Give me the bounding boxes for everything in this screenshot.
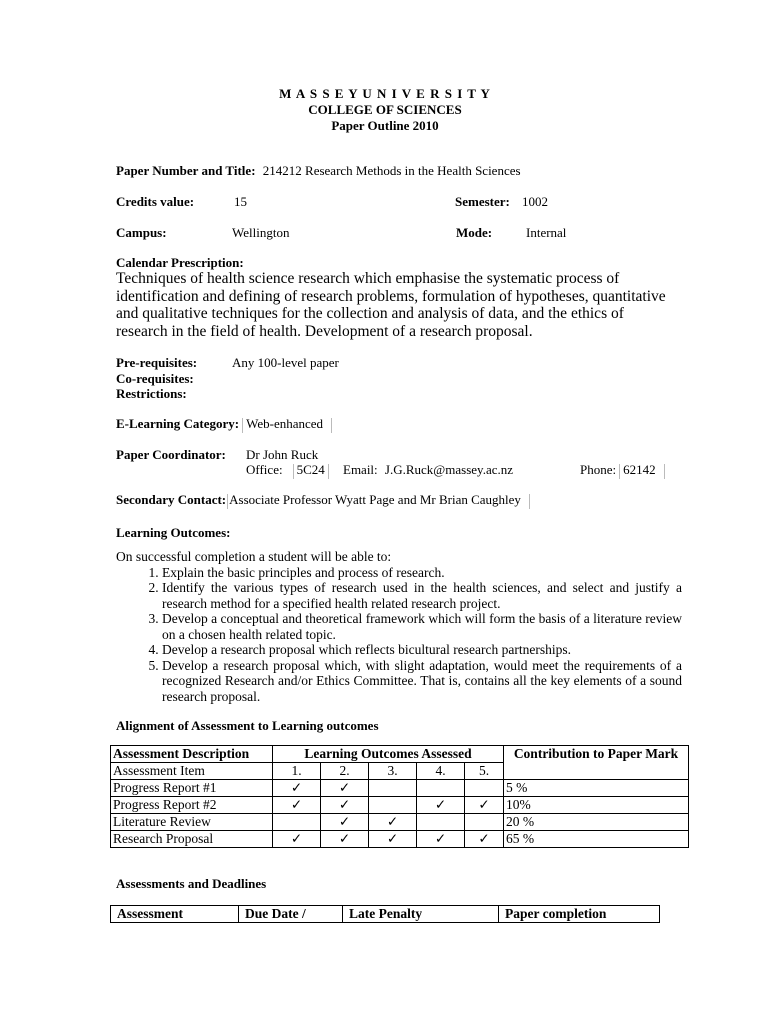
university-name: M A S S E Y U N I V E R S I T Y <box>279 86 491 101</box>
field-marker <box>331 418 332 433</box>
table-row <box>111 814 689 831</box>
table-header-row <box>111 906 660 923</box>
calendar-prescription-label: Calendar Prescription: <box>116 255 244 270</box>
check-cell: ✓ <box>465 797 504 814</box>
check-cell: ✓ <box>321 797 369 814</box>
learning-outcomes-intro: On successful completion a student will be able to: <box>116 549 392 564</box>
learning-outcome-item: 5. Develop a research proposal which, with slight adaptation, would meet the requirements of a recognized Research and/or Ethics Committee. That is, contains all the key elements of a sound research proposal. <box>162 658 682 705</box>
secondary-contact-row <box>116 492 533 509</box>
col-assessment-description: Assessment Description <box>111 746 273 763</box>
semester-value: 1002 <box>522 194 548 209</box>
outcome-number: 4. <box>417 763 465 780</box>
email-value: J.G.Ruck@massey.ac.nz <box>384 462 514 477</box>
semester-label: Semester: <box>455 194 510 209</box>
table-row <box>111 831 689 848</box>
field-marker <box>619 464 620 479</box>
learning-outcomes-list <box>116 565 682 705</box>
check-cell: ✓ <box>273 797 321 814</box>
elearning-row <box>116 416 335 433</box>
col-learning-outcomes: Learning Outcomes Assessed <box>273 746 504 763</box>
field-marker <box>529 494 530 509</box>
col-late-penalty: Late Penalty <box>343 906 499 923</box>
alignment-table <box>110 745 689 848</box>
table-row <box>111 797 689 814</box>
paper-number-title-value: 214212 Research Methods in the Health Sciences <box>262 163 521 178</box>
check-cell <box>417 814 465 831</box>
learning-outcome-item: 3. Develop a conceptual and theoretical framework which will form the basis of a literature review on a chosen health related topic. <box>162 611 682 642</box>
check-cell: ✓ <box>321 831 369 848</box>
col-contribution: Contribution to Paper Mark <box>504 746 689 763</box>
check-cell <box>417 780 465 797</box>
learning-outcome-item: 1. Explain the basic principles and process of research. <box>162 565 682 581</box>
paper-outline-title: Paper Outline 2010 <box>331 118 439 133</box>
office-value: 5C24 <box>296 462 325 477</box>
assessment-name: Progress Report #1 <box>111 780 273 797</box>
check-cell: ✓ <box>273 831 321 848</box>
check-cell: ✓ <box>369 831 417 848</box>
mode-value: Internal <box>526 225 567 240</box>
learning-outcomes-block <box>116 549 682 704</box>
phone-value: 62142 <box>623 462 656 477</box>
field-marker <box>328 464 329 479</box>
col-due-date: Due Date / <box>239 906 343 923</box>
contribution-mark: 65 % <box>504 831 689 848</box>
check-cell <box>273 814 321 831</box>
outcome-number: 2. <box>321 763 369 780</box>
col-assessment: Assessment <box>111 906 239 923</box>
check-cell: ✓ <box>321 780 369 797</box>
field-marker <box>293 464 294 479</box>
table-row <box>111 780 689 797</box>
paper-number-title-label: Paper Number and Title: <box>116 163 256 178</box>
email-label: Email: <box>343 462 378 477</box>
credits-label: Credits value: <box>116 194 195 209</box>
col-paper-completion: Paper completion <box>499 906 660 923</box>
check-cell <box>465 780 504 797</box>
check-cell: ✓ <box>273 780 321 797</box>
coordinator-name: Dr John Ruck <box>246 447 319 462</box>
corequisites-label: Co-requisites: <box>116 371 194 386</box>
deadlines-table <box>110 905 660 923</box>
table-row <box>111 763 689 780</box>
coordinator-label: Paper Coordinator: <box>116 447 226 462</box>
elearning-label: E-Learning Category: <box>116 416 240 431</box>
campus-value: Wellington <box>232 225 290 240</box>
check-cell <box>465 814 504 831</box>
campus-label: Campus: <box>116 225 167 240</box>
field-marker <box>242 418 243 433</box>
check-cell: ✓ <box>417 831 465 848</box>
outcome-number: 5. <box>465 763 504 780</box>
deadlines-heading: Assessments and Deadlines <box>116 876 267 891</box>
contribution-mark: 5 % <box>504 780 689 797</box>
phone-label: Phone: <box>580 462 617 477</box>
coordinator-phone-row <box>580 462 668 479</box>
paper-number-title-row <box>116 163 521 179</box>
table-header-row <box>111 746 689 763</box>
field-marker <box>227 494 228 509</box>
assessment-name: Research Proposal <box>111 831 273 848</box>
check-cell: ✓ <box>465 831 504 848</box>
learning-outcome-item: 2. Identify the various types of research used in the health sciences, and select and justify a research method for a specified health related research project. <box>162 580 682 611</box>
learning-outcomes-heading: Learning Outcomes: <box>116 525 231 540</box>
assessment-name: Literature Review <box>111 814 273 831</box>
credits-value: 15 <box>234 194 247 209</box>
check-cell: ✓ <box>417 797 465 814</box>
assessment-name: Progress Report #2 <box>111 797 273 814</box>
outcome-number: 3. <box>369 763 417 780</box>
check-cell <box>369 797 417 814</box>
office-label: Office: <box>246 462 283 477</box>
check-cell: ✓ <box>321 814 369 831</box>
alignment-heading: Alignment of Assessment to Learning outcomes <box>116 718 379 733</box>
outcome-number: 1. <box>273 763 321 780</box>
secondary-contact-label: Secondary Contact: <box>116 492 227 507</box>
coordinator-office-row <box>246 462 513 479</box>
contribution-mark: 10% <box>504 797 689 814</box>
contribution-cell <box>504 763 689 780</box>
prerequisites-value: Any 100-level paper <box>232 355 339 370</box>
college-name: COLLEGE OF SCIENCES <box>308 102 462 117</box>
restrictions-label: Restrictions: <box>116 386 187 401</box>
check-cell <box>369 780 417 797</box>
check-cell: ✓ <box>369 814 417 831</box>
learning-outcome-item: 4. Develop a research proposal which reflects bicultural research partnerships. <box>162 642 682 658</box>
assessment-item-label: Assessment Item <box>111 763 273 780</box>
elearning-value: Web-enhanced <box>246 416 324 431</box>
calendar-prescription-text: Techniques of health science research which emphasise the systematic process of identification and defining of research problems, formulation of hypotheses, quantitative and qualitative techniques for the collection and analysis of data, and the ethics of research in the field of health. Development of a research proposal. <box>116 270 666 340</box>
field-marker <box>664 464 665 479</box>
prerequisites-label: Pre-requisites: <box>116 355 198 370</box>
contribution-mark: 20 % <box>504 814 689 831</box>
mode-label: Mode: <box>456 225 493 240</box>
secondary-contact-value: Associate Professor Wyatt Page and Mr Brian Caughley <box>229 492 521 507</box>
